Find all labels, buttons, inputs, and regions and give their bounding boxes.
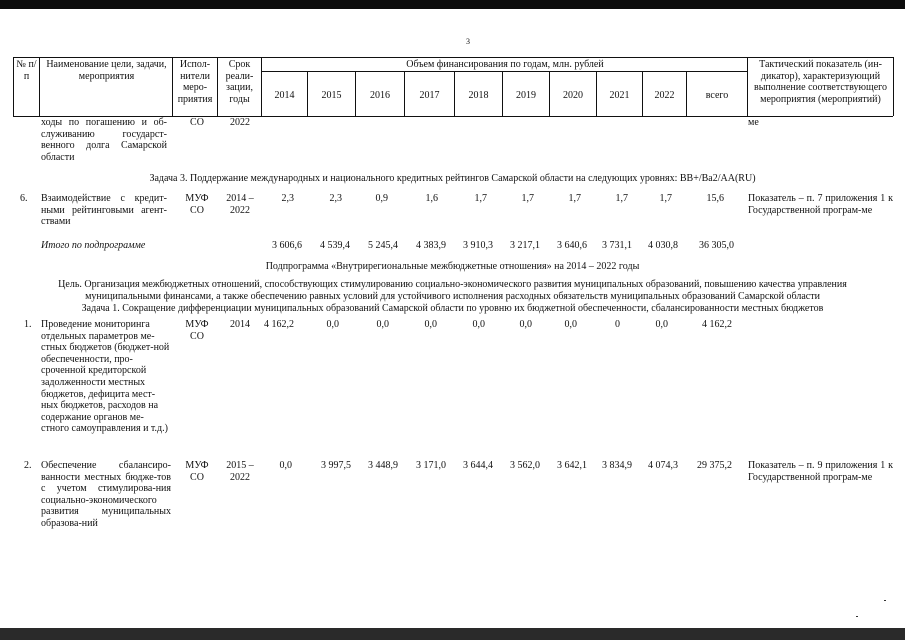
header-year: 2015 xyxy=(321,90,342,101)
row-2-value: 3 997,5 xyxy=(321,460,351,471)
row-2-term: 2015 – 2022 xyxy=(226,460,254,483)
row-6-indicator: Показатель – п. 7 приложения 1 к Государственной програм-ме xyxy=(748,193,893,216)
page-number: 3 xyxy=(466,37,470,46)
header-indicator: Тактический показатель (ин-дикатор), характеризующий выполнение соответствующего мероприятия (мероприятий) xyxy=(753,59,887,105)
row-6-value: 1,7 xyxy=(474,193,487,204)
header-year: 2016 xyxy=(370,90,390,101)
header-total: всего xyxy=(705,90,729,101)
row-2-value: 3 562,0 xyxy=(510,460,540,471)
row-1-value: 0,0 xyxy=(424,319,437,330)
goal-line-1: Цель. Организация межбюджетных отношений, способствующих стимулированию социально-экономического развития муниципальных образований, повышению качества управления xyxy=(58,279,847,290)
header-volume: Объем финансирования по годам, млн. рублей xyxy=(406,59,604,70)
row-1-total: 4 162,2 xyxy=(702,319,732,330)
row-1-value: 0,0 xyxy=(655,319,668,330)
row-6-value: 1,7 xyxy=(659,193,672,204)
continuation-name: ходы по погашению и об-служиванию государст-венного долга Самарской области xyxy=(41,117,167,163)
row-6-value: 2,3 xyxy=(329,193,342,204)
header-term: Срок реали-зации, годы xyxy=(225,59,254,105)
row-6-value: 0,9 xyxy=(375,193,388,204)
header-name: Наименование цели, задачи, мероприятия xyxy=(46,59,167,82)
header-year: 2017 xyxy=(419,90,440,101)
header-executors: Испол-нители меро-приятия xyxy=(177,59,213,105)
row-1-value: 4 162,2 xyxy=(264,319,294,330)
row-6-value: 1,7 xyxy=(568,193,581,204)
row-2-value: 4 074,3 xyxy=(648,460,678,471)
scan-bottom-edge xyxy=(0,628,905,640)
row-1-name: Проведение мониторинга отдельных параметров ме-стных бюджетов (бюджет-ной обеспеченности, про-сроченной кредиторской задолженности местных бюджетов, дефицита мест-ных бюджетов, расходов на содержание органов ме-стного самоуправления и т.д.) xyxy=(41,319,170,435)
row-2-value: 3 642,1 xyxy=(557,460,587,471)
subprogram-total-value: 4 383,9 xyxy=(416,240,446,251)
row-2-value: 3 644,4 xyxy=(463,460,493,471)
row-1-number: 1. xyxy=(24,319,32,330)
subprogram-total-value: 3 910,3 xyxy=(463,240,493,251)
row-1-value: 0,0 xyxy=(326,319,339,330)
row-2-executor: МУФ СО xyxy=(185,460,209,483)
continuation-indicator: ме xyxy=(748,117,759,128)
header-year: 2021 xyxy=(609,90,630,101)
row-1-value: 0,0 xyxy=(376,319,389,330)
task-3-heading: Задача 3. Поддержание международных и национального кредитных рейтингов Самарской области на следующих уровнях: BB+/Ba2/AA(RU) xyxy=(149,173,756,184)
row-6-value: 1,6 xyxy=(425,193,438,204)
row-1-term: 2014 xyxy=(230,319,250,330)
subprogram-total-value: 3 606,6 xyxy=(272,240,302,251)
subprogram-total-label: Итого по подпрограмме xyxy=(41,240,146,251)
subprogram-total-value: 3 640,6 xyxy=(557,240,587,251)
row-1-value: 0 xyxy=(615,319,620,330)
continuation-term: 2022 xyxy=(230,117,250,128)
row-1-executor: МУФ СО xyxy=(185,319,209,342)
row-2-name: Обеспечение сбалансиро-ванности местных бюдже-тов с учетом стимулирова-ния социально-экономического развития муниципальных образова-ний xyxy=(41,460,171,529)
row-6-value: 1,7 xyxy=(521,193,534,204)
subprogram-heading: Подпрограмма «Внутрирегиональные межбюджетные отношения» на 2014 – 2022 годы xyxy=(265,261,640,272)
row-2-value: 0,0 xyxy=(279,460,292,471)
header-num: № п/п xyxy=(16,59,37,82)
row-2-indicator: Показатель – п. 9 приложения 1 к Государственной програм-ме xyxy=(748,460,893,483)
row-2-number: 2. xyxy=(24,460,32,471)
row-1-value: 0,0 xyxy=(564,319,577,330)
scan-speck xyxy=(884,600,886,601)
row-6-number: 6. xyxy=(20,193,28,204)
subprogram-total-sum: 36 305,0 xyxy=(699,240,734,251)
goal-line-2: муниципальными финансами, а также обеспечению равных условий для устойчивого исполнения расходных обязательств муниципальных образований Самарской области xyxy=(85,291,820,302)
row-2-total: 29 375,2 xyxy=(697,460,732,471)
row-6-executor: МУФ СО xyxy=(185,193,209,216)
row-6-total: 15,6 xyxy=(706,193,724,204)
subprogram-total-value: 3 731,1 xyxy=(602,240,632,251)
header-year: 2018 xyxy=(468,90,489,101)
row-2-value: 3 834,9 xyxy=(602,460,632,471)
header-year: 2022 xyxy=(654,90,675,101)
scan-speck xyxy=(856,616,858,617)
subprogram-total-value: 5 245,4 xyxy=(368,240,398,251)
row-6-name: Взаимодействие с кредит-ными рейтинговыми агент-ствами xyxy=(41,193,167,228)
subprogram-total-value: 4 030,8 xyxy=(648,240,678,251)
table-header xyxy=(13,57,893,117)
header-year: 2014 xyxy=(274,90,295,101)
subprogram-total-value: 3 217,1 xyxy=(510,240,540,251)
row-2-value: 3 448,9 xyxy=(368,460,398,471)
continuation-executor: СО xyxy=(190,117,204,128)
row-1-value: 0,0 xyxy=(472,319,485,330)
row-2-value: 3 171,0 xyxy=(416,460,446,471)
subprogram-total-value: 4 539,4 xyxy=(320,240,350,251)
task-1-heading: Задача 1. Сокращение дифференциации муниципальных образований Самарской области по уровню их бюджетной обеспеченности, сбалансированности местных бюджетов xyxy=(81,303,824,314)
row-6-term: 2014 – 2022 xyxy=(226,193,254,216)
header-year: 2020 xyxy=(563,90,583,101)
row-6-value: 1,7 xyxy=(615,193,628,204)
header-year: 2019 xyxy=(516,90,536,101)
scan-top-edge xyxy=(0,0,905,9)
row-1-value: 0,0 xyxy=(519,319,532,330)
row-6-value: 2,3 xyxy=(281,193,294,204)
